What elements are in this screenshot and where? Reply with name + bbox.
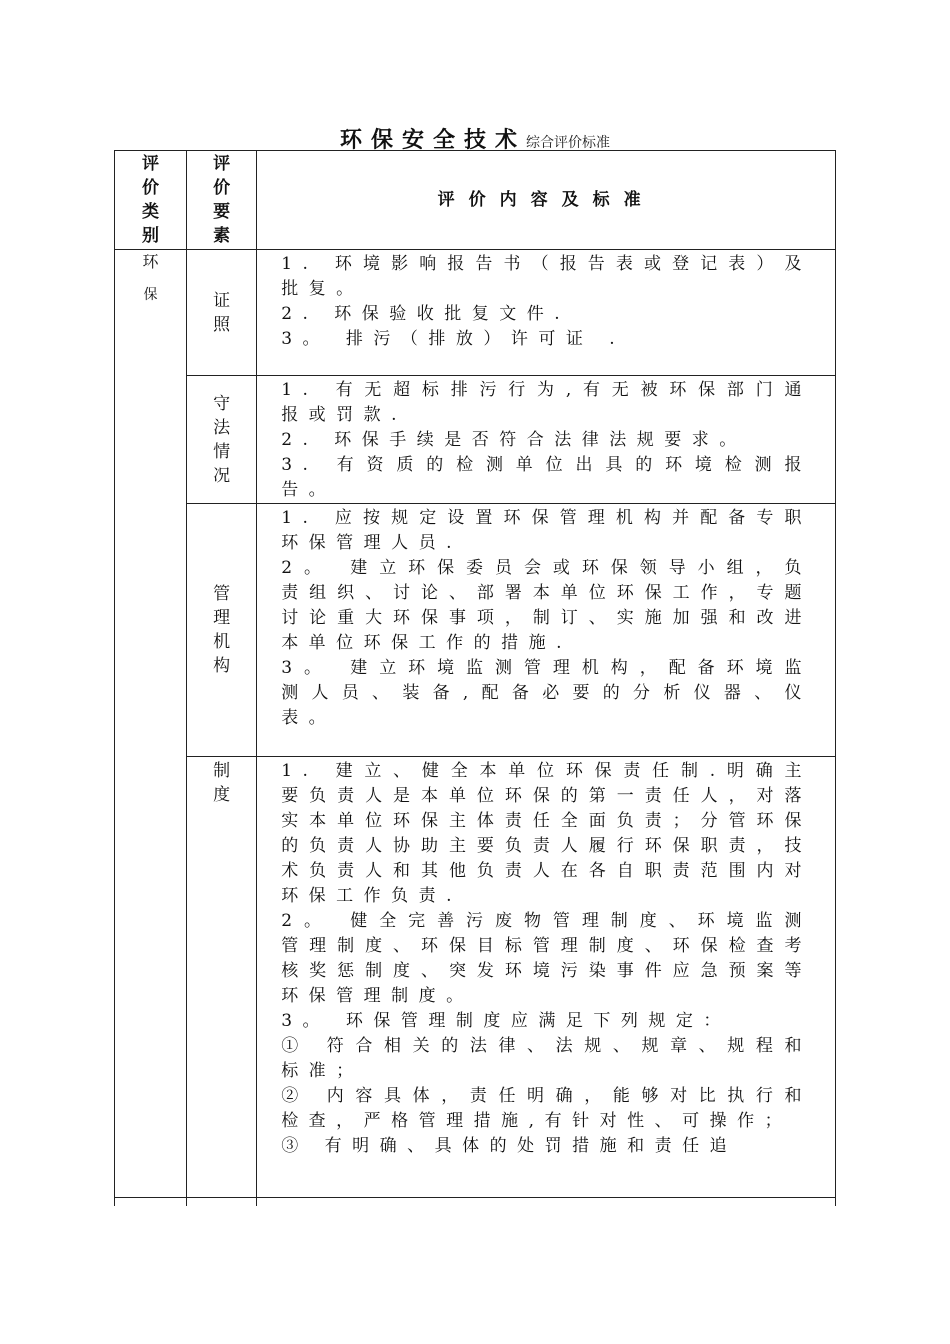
content-cell bbox=[257, 757, 836, 1207]
table-bottom-border bbox=[114, 1197, 836, 1198]
title-main: 环保安全技术 bbox=[339, 127, 526, 153]
table-row bbox=[115, 504, 836, 757]
evaluation-table bbox=[114, 150, 836, 1206]
header-element: 评价要素 bbox=[187, 151, 257, 250]
content-item: 3。 排污（排放）许可证 . bbox=[281, 329, 626, 349]
content-cell bbox=[257, 250, 836, 376]
content-item: 2. 环保验收批复文件. bbox=[281, 304, 571, 324]
table-row bbox=[115, 250, 836, 376]
content-item: ③ 有明确、具体的处罚措施和责任追 bbox=[281, 1136, 738, 1156]
category-label-1: 环 bbox=[142, 252, 159, 271]
element-cell: 管理机构 bbox=[187, 504, 257, 757]
table-row bbox=[115, 757, 836, 1207]
content-item: ① 符合相关的法律、法规、规章、规程和标准； bbox=[281, 1036, 812, 1081]
content-item: 2。 健全完善污废物管理制度、环境监测管理制度、环保目标管理制度、环保检查考核奖惩制度、突发环境污染事件应急预案等环保管理制度。 bbox=[281, 911, 812, 1006]
table-row bbox=[115, 376, 836, 504]
content-item: 3。 建立环境监测管理机构，配备环境监测人员、装备,配备必要的分析仪器、仪表。 bbox=[281, 658, 812, 728]
header-category: 评价类别 bbox=[115, 151, 187, 250]
content-item: 3。 环保管理制度应满足下列规定： bbox=[281, 1011, 731, 1031]
content-item: 2。 建立环保委员会或环保领导小组，负责组织、讨论、部署本单位环保工作，专题讨论重大环保事项，制订、实施加强和改进本单位环保工作的措施. bbox=[281, 558, 812, 653]
element-cell: 制度 bbox=[187, 757, 257, 1207]
content-item: 1. 应按规定设置环保管理机构并配备专职环保管理人员. bbox=[281, 508, 812, 553]
table-header-row bbox=[115, 151, 836, 250]
content-item: 2. 环保手续是否符合法律法规要求。 bbox=[281, 430, 747, 450]
element-cell: 守法情况 bbox=[187, 376, 257, 504]
title-subtitle: 综合评价标准 bbox=[526, 135, 610, 151]
category-cell bbox=[115, 250, 187, 1207]
content-item: 1. 建立、健全本单位环保责任制.明确主要负责人是本单位环保的第一责任人，对落实本单位环保主体责任全面负责；分管环保的负责人协助主要负责人履行环保职责，技术负责人和其他负责人在各自职责范围内对环保工作负责. bbox=[281, 761, 812, 906]
content-item: 1. 环境影响报告书（报告表或登记表）及批复。 bbox=[281, 254, 812, 299]
category-label-2: 保 bbox=[143, 287, 158, 303]
content-item: 1. 有无超标排污行为,有无被环保部门通报或罚款. bbox=[281, 380, 812, 425]
content-item: ② 内容具体，责任明确，能够对比执行和检查，严格管理措施,有针对性、可操作； bbox=[281, 1086, 812, 1131]
header-content: 评价内容及标准 bbox=[257, 151, 836, 250]
content-cell bbox=[257, 376, 836, 504]
content-cell bbox=[257, 504, 836, 757]
element-cell: 证照 bbox=[187, 250, 257, 376]
content-item: 3. 有资质的检测单位出具的环境检测报告。 bbox=[281, 455, 812, 500]
